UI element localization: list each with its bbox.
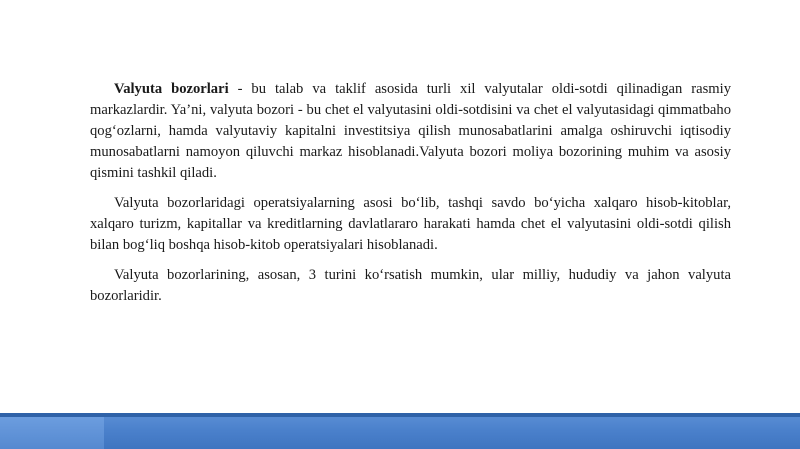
paragraph-types: Valyuta bozorlarining, asosan, 3 turini ko‘rsatish mumkin, ular milliy, hududiy va jahon valyuta bozorlaridir. bbox=[90, 267, 731, 304]
footer-band-edge bbox=[0, 413, 800, 417]
document-body bbox=[90, 79, 731, 316]
footer-band-tab bbox=[0, 417, 104, 449]
paragraph-definition-text: - bu talab va taklif asosida turli xil valyutalar oldi-sotdi qilinadigan rasmiy markazlardir. Ya’ni, valyuta bozori - bu chet el valyutasini oldi-sotdisini va chet el valyutasidagi qimmatbaho qog‘ozlarni, hamda valyutaviy kapitalni investitsiya qilish munosabatlarini amalga oshiruvchi iqtisodiy munosabatlarni namoyon qiluvchi markaz hisoblanadi.Valyuta bozori moliya bozorining muhim va asosiy qismini tashkil qiladi. bbox=[90, 81, 731, 181]
paragraph-definition bbox=[90, 79, 731, 184]
footer-band bbox=[0, 413, 800, 449]
paragraph-operations: Valyuta bozorlaridagi operatsiyalarning asosi bo‘lib, tashqi savdo bo‘yicha xalqaro hisob-kitoblar, xalqaro turizm, kapitallar va kreditlarning davlatlararo harakati hamda chet el valyutasini oldi-sotdi qilish bilan bog‘liq boshqa hisob-kitob operatsiyalari hisoblanadi. bbox=[90, 195, 731, 253]
term-valyuta-bozorlari: Valyuta bozorlari bbox=[114, 81, 229, 97]
